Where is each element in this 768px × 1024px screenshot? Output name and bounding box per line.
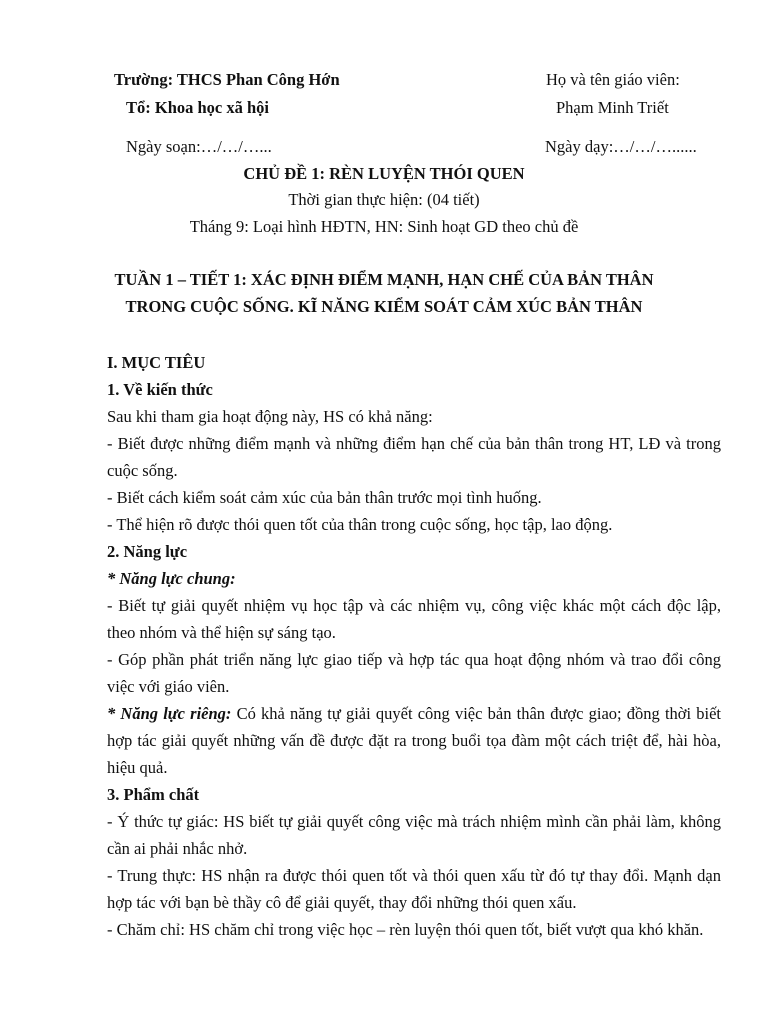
specific-competence-label: * Năng lực riêng: [107,704,232,723]
topic-duration: Thời gian thực hiện: (04 tiết) [288,190,480,209]
competence-heading: 2. Năng lực [107,542,188,561]
knowledge-heading: 1. Về kiến thức [107,380,213,399]
general-competence-label: * Năng lực chung: [107,569,236,588]
knowledge-item: - Biết cách kiểm soát cảm xúc của bản thân trước mọi tình huống. [107,488,542,507]
department-name: Tổ: Khoa học xã hội [126,98,270,117]
knowledge-item: - Thể hiện rõ được thói quen tốt của thân trong cuộc sống, học tập, lao động. [107,515,613,534]
general-competence-item: - Góp phần phát triển năng lực giao tiếp và hợp tác qua hoạt động nhóm và trao đổi công việc với giáo viên. [107,650,721,696]
lesson-title-line1: TUẦN 1 – TIẾT 1: XÁC ĐỊNH ĐIỂM MẠNH, HẠN CHẾ CỦA BẢN THÂN [114,270,654,289]
lesson-title-line2: TRONG CUỘC SỐNG. KĨ NĂNG KIỂM SOÁT CẢM XÚC BẢN THÂN [125,297,643,316]
objectives-heading: I. MỤC TIÊU [107,353,206,372]
prep-date: Ngày soạn:…/…/…... [126,137,272,156]
knowledge-intro: Sau khi tham gia hoạt động này, HS có khả năng: [107,407,433,426]
school-name: Trường: THCS Phan Công Hớn [114,70,340,89]
teacher-label: Họ và tên giáo viên: [546,70,680,89]
teacher-name: Phạm Minh Triết [556,98,669,117]
quality-item: - Trung thực: HS nhận ra được thói quen tốt và thói quen xấu từ đó tự thay đổi. Mạnh dạn hợp tác với bạn bè thầy cô để giải quyết, thay đổi những thói quen xấu. [107,866,721,912]
quality-item: - Ý thức tự giác: HS biết tự giải quyết công việc mà trách nhiệm mình cần phải làm, không cần ai phải nhắc nhở. [107,812,721,858]
topic-title: CHỦ ĐỀ 1: RÈN LUYỆN THÓI QUEN [243,164,525,183]
qualities-heading: 3. Phẩm chất [107,785,200,804]
quality-item: - Chăm chỉ: HS chăm chỉ trong việc học – rèn luyện thói quen tốt, biết vượt qua khó khăn. [107,920,704,939]
objectives-section [107,349,721,943]
general-competence-item: - Biết tự giải quyết nhiệm vụ học tập và các nhiệm vụ, công việc khác một cách độc lập, theo nhóm và thể hiện sự sáng tạo. [107,596,721,642]
specific-competence [107,700,721,781]
knowledge-item: - Biết được những điểm mạnh và những điểm hạn chế của bản thân trong HT, LĐ và trong cuộc sống. [107,434,721,480]
specific-competence-text: Có khả năng tự giải quyết công việc bản thân được giao; đồng thời biết hợp tác giải quyết những vấn đề được đặt ra trong buổi tọa đàm một cách triệt để, hài hòa, hiệu quả. [107,704,722,777]
teach-date: Ngày dạy:…/…/…...... [545,137,697,156]
topic-month: Tháng 9: Loại hình HĐTN, HN: Sinh hoạt GD theo chủ đề [189,217,579,236]
